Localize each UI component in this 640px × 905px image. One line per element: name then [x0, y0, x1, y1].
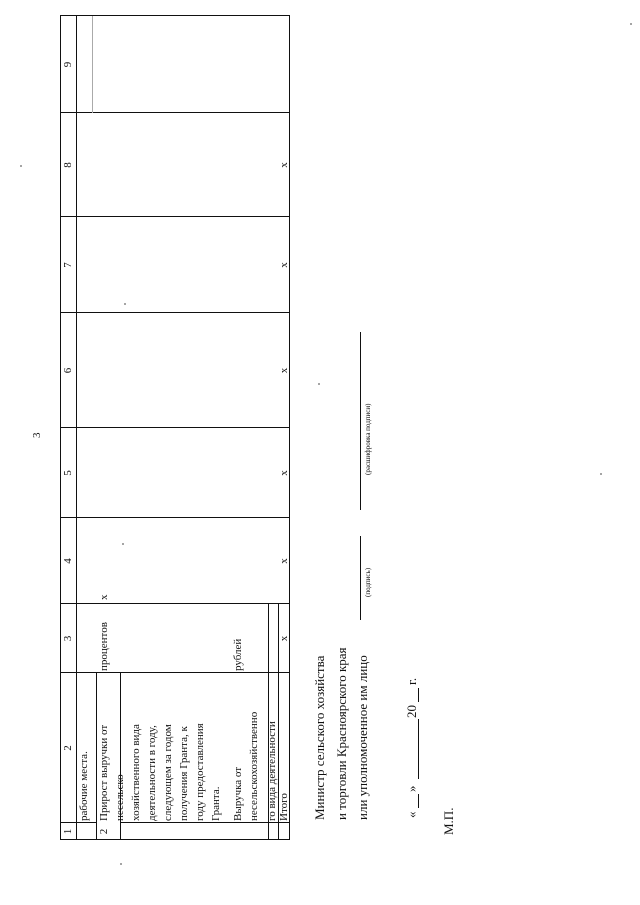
description-line: деятельности в году,	[146, 725, 158, 821]
row-number: 2	[98, 828, 110, 835]
description-line: несельско-	[114, 770, 126, 821]
description-line: следующем за годом	[162, 724, 174, 821]
description-line: хозяйственного вида	[130, 724, 142, 821]
inner-row-rule	[92, 16, 93, 113]
table-right-border	[60, 15, 290, 16]
cross-mark: x	[278, 367, 290, 374]
date-close-quote: »	[404, 785, 419, 792]
page-number: 3	[31, 432, 43, 438]
col-line-1b	[120, 822, 290, 823]
continuation-text: рабочие места.	[78, 751, 90, 821]
description-line: несельскохозяйственно	[248, 711, 260, 821]
col-number-4: 4	[62, 558, 74, 564]
decoding-line	[360, 332, 361, 510]
signature-line	[360, 536, 361, 620]
col-line-3	[60, 603, 290, 604]
col-line-2	[60, 672, 290, 673]
description-line: получения Гранта, к	[178, 726, 190, 821]
signer-line: Министр сельского хозяйства	[312, 655, 327, 820]
unit-rubles: рублей	[232, 638, 244, 671]
description-line: го вида деятельности	[266, 721, 278, 821]
description-line: Выручка от	[232, 766, 244, 821]
cross-mark: x	[278, 162, 290, 168]
col-number-2: 2	[62, 745, 74, 751]
col-line-7	[60, 216, 290, 217]
year-suffix: г.	[404, 677, 419, 685]
col-number-3: 3	[62, 635, 74, 642]
description-line: Прирост выручки от	[98, 724, 110, 821]
year-prefix: 20	[404, 705, 419, 718]
day-blank	[418, 794, 419, 808]
table-left-border	[60, 839, 290, 840]
col-number-7: 7	[62, 262, 74, 268]
row-separator-1	[96, 673, 97, 840]
description-line: Гранта.	[210, 786, 222, 821]
signature-caption: (подпись)	[364, 567, 372, 597]
month-blank	[418, 719, 419, 779]
decoding-caption: (расшифровка подписи)	[364, 403, 372, 475]
year-blank	[418, 688, 419, 702]
col-line-5	[60, 427, 290, 428]
col-number-1: 1	[62, 828, 74, 835]
signer-line: и торговли Красноярского края	[334, 647, 349, 820]
col-number-8: 8	[62, 162, 74, 168]
cross-mark: x	[278, 558, 290, 564]
col-number-6: 6	[62, 367, 74, 374]
unit-percent: процентов	[98, 622, 110, 671]
cross-mark: x	[278, 262, 290, 268]
col-number-9: 9	[62, 61, 74, 68]
cross-mark: x	[278, 635, 290, 642]
total-label: Итого	[278, 793, 290, 821]
col-number-5: 5	[62, 470, 74, 476]
col-line-8	[60, 112, 290, 113]
col-line-6	[60, 312, 290, 313]
col-line-4	[60, 517, 290, 518]
description-line: году предоставления	[194, 723, 206, 821]
signer-line: или уполномоченное им лицо	[355, 655, 370, 820]
stamp-label: М.П.	[441, 807, 456, 835]
date-open-quote: «	[404, 811, 419, 818]
cross-mark: x	[278, 470, 290, 476]
cross-mark: x	[98, 594, 110, 600]
